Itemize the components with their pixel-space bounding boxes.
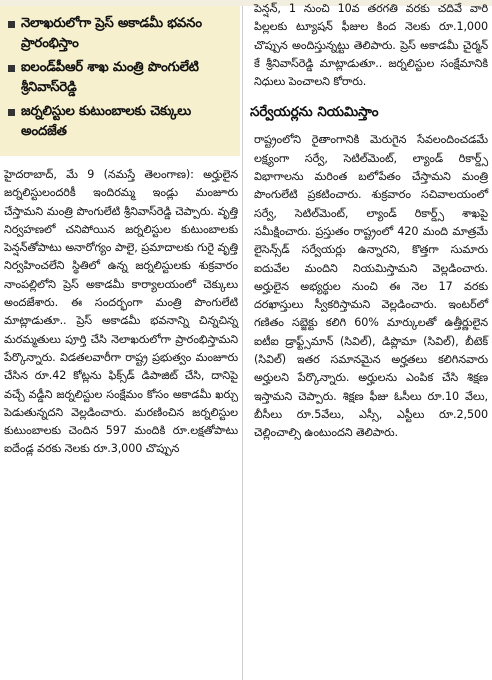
bullet-icon: [8, 21, 15, 28]
subheading: సర్వేయర్లను నియమిస్తాం: [250, 105, 379, 121]
highlight-item: [6, 14, 234, 54]
left-column: [0, 6, 240, 680]
highlight-item: [6, 102, 234, 142]
article-body-right-top: పెన్షన్, 1 నుంచి 10వ తరగతి వరకు చదివే వారి పిల్లలకు ట్యూషన్ ఫీజుల కింద నెలకు రూ.1,000 చొప్పున అందిస్తున్నట్టు తెలిపారు. ప్రెస్ అకాడమీ చైర్మన్ కే శ్రీనివాస్‌రెడ్డి మాట్లాడుతూ.. జర్నలిస్టుల సంక్షేమానికి నిధులు పెంచాలని కోరారు.: [254, 2, 488, 89]
article-body-left: హైదరాబాద్, మే 9 (నమస్తే తెలంగాణ): అర్హులైన జర్నలిస్టులందరికీ ఇందిరమ్మ ఇండ్లు మంజూరు చేస్తామని మంత్రి పొంగులేటి శ్రీనివాస్‌రెడ్డి చెప్పారు. వృత్తి నిర్వహణలో చనిపోయిన జర్నలిస్టుల కుటుంబాలకు పెన్షన్‌తోపాటు అనారోగ్యం పాలై, ప్రమాదాలకు గురై వృత్తి నిర్వహించలేని స్థితిలో ఉన్న జర్నలిస్టులకు శుక్రవారం నాంపల్లిలోని ప్రెస్ అకాడమీ కార్యాలయంలో చెక్కులు అందజేశారు. ఈ సందర్భంగా మంత్రి పొంగులేటి మాట్లాడుతూ.. ప్రెస్ అకాడమీ భవనాన్ని చిన్నచిన్న మరమ్మతులు పూర్తి చేసి నెలాఖరులోగా ప్రారంభిస్తామని పేర్కొన్నారు. విడతలవారీగా రాష్ట్ర ప్రభుత్వం మంజూరు చేసిన రూ.42 కోట్లను ఫిక్స్‌డ్ డిపాజిట్ చేసి, దానిపై వచ్చే వడ్డీని జర్నలిస్టుల సంక్షేమం కోసం అకాడమీ ఖర్చు పెడుతున్నదని వెల్లడించారు. మరణించిన జర్నలిస్టుల కుటుంబాలకు చెందిన 597 మందికి రూ.లక్షతోపాటు ఐదేండ్ల వరకు నెలకు రూ.3,000 చొప్పున: [4, 168, 238, 456]
highlights-box: [0, 6, 240, 156]
bullet-icon: [8, 65, 15, 72]
highlight-text: ఐలండ్‌పీఆర్ శాఖ మంత్రి పొంగులేటి శ్రీనివాస్‌రెడ్డి: [21, 60, 199, 95]
highlight-text: జర్నలిస్టుల కుటుంబాలకు చెక్కులు అందజేత: [21, 104, 191, 139]
article-body-right: రాష్ట్రంలోని రైతాంగానికి మెరుగైన సేవలందించడమే లక్ష్యంగా సర్వే, సెటిల్‌మెంట్, ల్యాండ్ రికార్డ్స్ విభాగాలను మరింత బలోపేతం చేస్తామని మంత్రి పొంగులేటి ప్రకటించారు. శుక్రవారం సచివాలయంలో సర్వే, సెటిల్‌మెంట్, ల్యాండ్ రికార్డ్స్ శాఖపై సమీక్షించారు. ప్రస్తుతం రాష్ట్రంలో 420 మంది మాత్రమే లైసెన్స్‌డ్ సర్వేయర్లు ఉన్నారని, కొత్తగా సుమారు ఐదువేల మందిని నియమిస్తామని వెల్లడించారు. అర్హులైన అభ్యర్థుల నుంచి ఈ నెల 17 వరకు దరఖాస్తులు స్వీకరిస్తామని వెల్లడించారు. ఇంటర్‌లో గణితం సబ్జెక్టు కలిగి 60% మార్కులతో ఉత్తీర్ణులైన ఐటీఐ డ్రాఫ్ట్స్‌మాన్ (సివిల్), డిప్లొమా (సివిల్), బీటెక్ (సివిల్) ఇతర సమానమైన అర్హతలు కలిగినవారు అర్హులని పేర్కొన్నారు. అర్హులను ఎంపిక చేసి శిక్షణ ఇస్తామని చెప్పారు. శిక్షణ ఫీజు ఓసీలు రూ.10 వేలు, బీసీలు రూ.5వేలు, ఎస్సీ, ఎస్టీలు రూ.2,500 చెల్లించాల్సి ఉంటుందని తెలిపారు.: [254, 133, 488, 440]
bullet-icon: [8, 109, 15, 116]
right-column: [244, 0, 492, 680]
highlight-text: నెలాఖరులోగా ప్రెస్ అకాడమీ భవనం ప్రారంభిస్తాం: [21, 16, 202, 51]
highlight-item: [6, 58, 234, 98]
column-divider: [242, 6, 243, 680]
